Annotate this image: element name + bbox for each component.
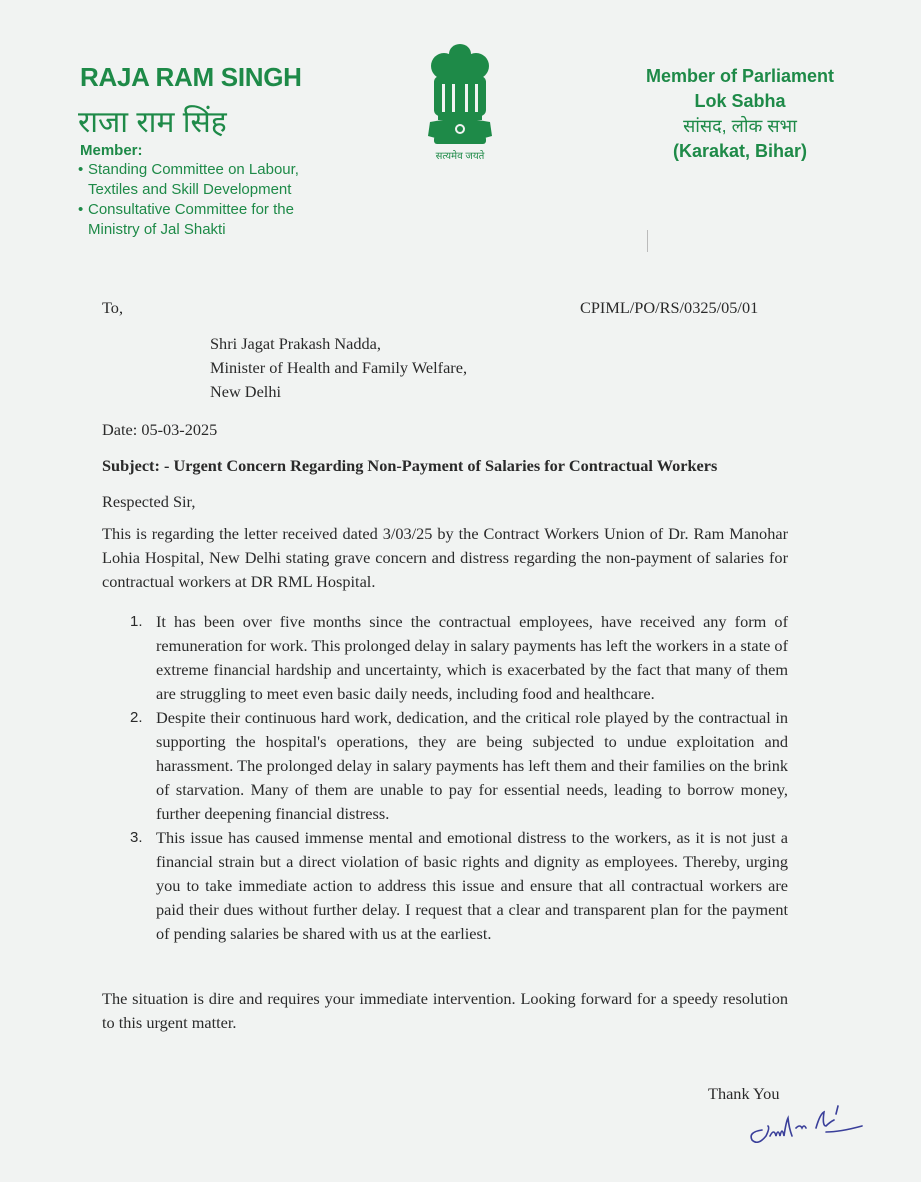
address-line: New Delhi — [210, 382, 281, 401]
sender-name-hindi: राजा राम सिंह — [78, 106, 227, 139]
mp-designation — [610, 64, 870, 164]
to-label: To, — [102, 298, 124, 317]
designation-line-hindi: सांसद, लोक सभा — [683, 116, 797, 136]
thank-you: Thank You — [708, 1084, 780, 1103]
committee-item — [78, 200, 299, 240]
list-item — [102, 826, 788, 946]
sender-name-english: RAJA RAM SINGH — [80, 62, 302, 92]
signature — [740, 1092, 880, 1152]
closing-paragraph: The situation is dire and requires your immediate intervention. Looking forward for a speedy resolution to this urgent matter. — [102, 989, 788, 1032]
address-line: Shri Jagat Prakash Nadda, — [210, 334, 381, 353]
committee-line: Textiles and Skill Development — [88, 181, 292, 198]
committee-line: Consultative Committee for the — [88, 201, 294, 218]
national-emblem-icon — [420, 40, 500, 165]
member-label: Member: — [80, 142, 143, 159]
designation-line: Lok Sabha — [694, 91, 786, 111]
constituency: (Karakat, Bihar) — [672, 141, 808, 161]
item-number: 3. — [130, 829, 143, 846]
reference-number: CPIML/PO/RS/0325/05/01 — [580, 298, 759, 317]
item-text: Despite their continuous hard work, dedication, and the critical role played by the contractual in supporting the hospital's operations, they are being subjected to undue exploitation and harassment. The prolonged delay in salary payments has left them and their families on the brink of starvation. Many of them are unable to pay for essential needs, leading to borrow money, further deepening financial distress. — [156, 708, 788, 823]
intro-paragraph: This is regarding the letter received dated 3/03/25 by the Contract Workers Union of Dr. Ram Manohar Lohia Hospital, New Delhi stating grave concern and distress regarding the non-payment of salaries for contractual workers at DR RML Hospital. — [102, 524, 788, 591]
item-text: It has been over five months since the contractual employees, have received any form of remuneration for work. This prolonged delay in salary payments has left the workers in a state of extreme financial hardship and uncertainty, which is exacerbated by the fact that many of them are struggling to meet even basic daily needs, including food and healthcare. — [156, 612, 788, 703]
committee-item — [78, 160, 299, 200]
recipient-address — [210, 332, 467, 404]
item-number: 2. — [130, 709, 143, 726]
bullet: • — [78, 161, 84, 178]
emblem-motto: सत्यमेव जयते — [435, 151, 485, 162]
bullet: • — [78, 201, 84, 218]
points-list — [102, 610, 788, 946]
list-item — [102, 610, 788, 706]
item-text: This issue has caused immense mental and emotional distress to the workers, as it is not just a financial strain but a direct violation of basic rights and dignity as employees. Thereby, urging you to take immediate action to address this issue and ensure that all contractual workers are paid their dues without further delay. I request that a clear and transparent plan for the payment of pending salaries be shared with us at the earliest. — [156, 828, 788, 943]
letter-date: Date: 05-03-2025 — [102, 420, 218, 439]
paper-mark — [647, 230, 648, 252]
committee-line: Ministry of Jal Shakti — [88, 221, 226, 238]
list-item — [102, 706, 788, 826]
address-line: Minister of Health and Family Welfare, — [210, 358, 468, 377]
committee-line: Standing Committee on Labour, — [88, 161, 299, 178]
committee-list — [78, 160, 299, 240]
designation-line: Member of Parliament — [645, 66, 835, 86]
subject-line: Subject: - Urgent Concern Regarding Non-Payment of Salaries for Contractual Workers — [102, 456, 718, 475]
item-number: 1. — [130, 613, 143, 630]
salutation: Respected Sir, — [102, 492, 196, 511]
